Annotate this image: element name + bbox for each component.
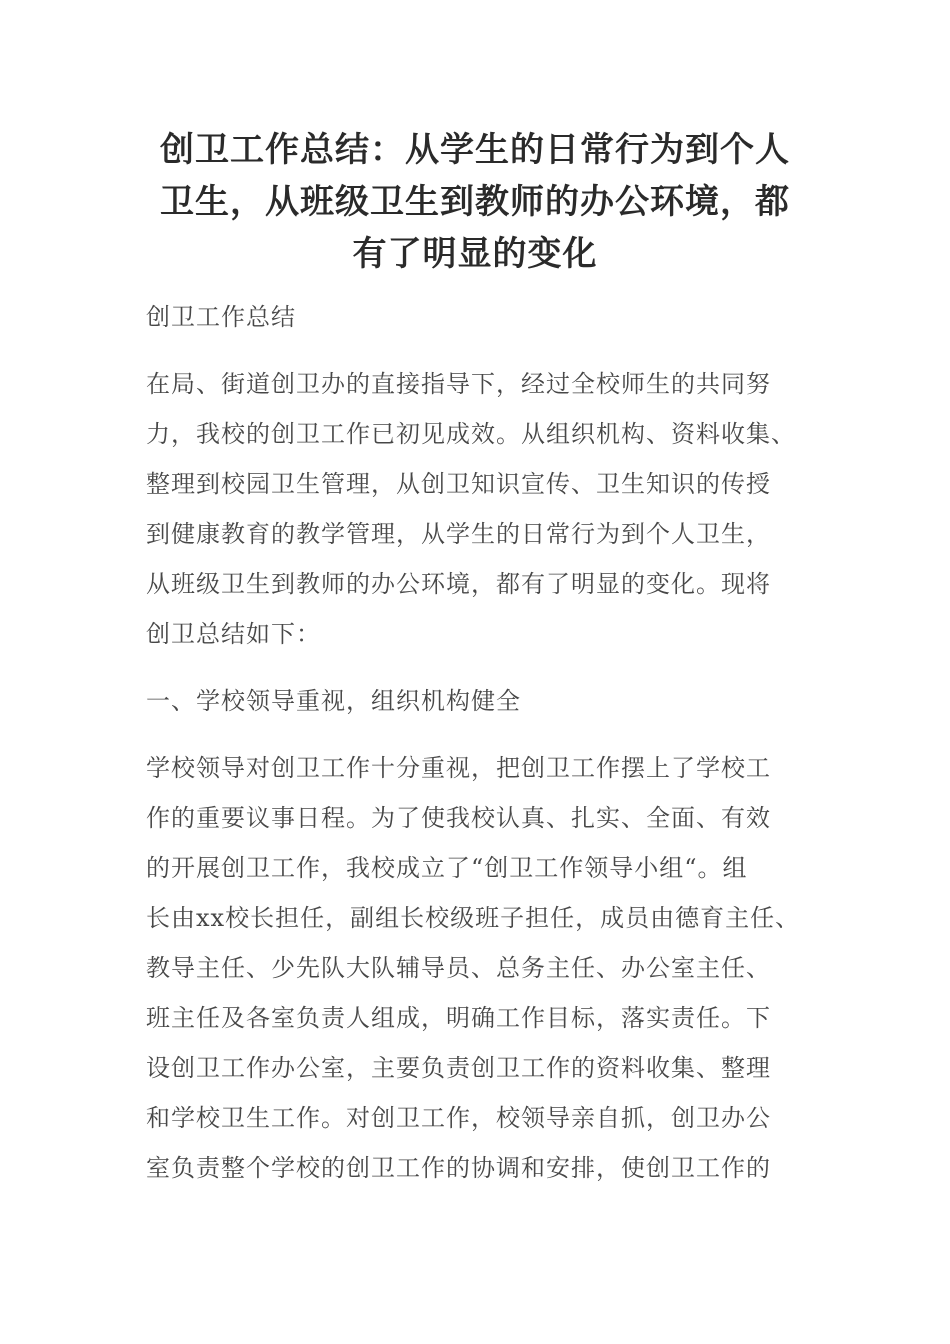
intro-line: 从班级卫生到教师的办公环境，都有了明显的变化。现将: [146, 570, 771, 598]
intro-line: 力，我校的创卫工作已初见成效。从组织机构、资料收集、: [146, 420, 796, 448]
intro-line: 创卫总结如下：: [146, 620, 321, 648]
section-line: 学校领导对创卫工作十分重视，把创卫工作摆上了学校工: [146, 754, 771, 782]
section-heading: 一、学校领导重视，组织机构健全: [146, 687, 521, 715]
document-title: [140, 124, 810, 280]
intro-line: 到健康教育的教学管理，从学生的日常行为到个人卫生，: [146, 520, 771, 548]
section-line: 班主任及各室负责人组成，明确工作目标，落实责任。下: [146, 1004, 771, 1032]
document-subtitle: 创卫工作总结: [146, 303, 296, 331]
title-line: 创卫工作总结：从学生的日常行为到个人: [160, 130, 790, 170]
intro-line: 整理到校园卫生管理，从创卫知识宣传、卫生知识的传授: [146, 470, 771, 498]
section-line: 的开展创卫工作，我校成立了“创卫工作领导小组“。组: [146, 854, 748, 882]
section-line: 长由xx校长担任，副组长校级班子担任，成员由德育主任、: [146, 904, 801, 932]
section-line: 室负责整个学校的创卫工作的协调和安排，使创卫工作的: [146, 1154, 771, 1182]
title-line: 有了明显的变化: [352, 234, 598, 274]
intro-line: 在局、街道创卫办的直接指导下，经过全校师生的共同努: [146, 370, 771, 398]
section-line: 设创卫工作办公室，主要负责创卫工作的资料收集、整理: [146, 1054, 771, 1082]
section-line: 和学校卫生工作。对创卫工作，校领导亲自抓，创卫办公: [146, 1104, 771, 1132]
section-line: 作的重要议事日程。为了使我校认真、扎实、全面、有效: [146, 804, 771, 832]
section-line: 教导主任、少先队大队辅导员、总务主任、办公室主任、: [146, 954, 771, 982]
title-line: 卫生，从班级卫生到教师的办公环境，都: [160, 182, 790, 222]
